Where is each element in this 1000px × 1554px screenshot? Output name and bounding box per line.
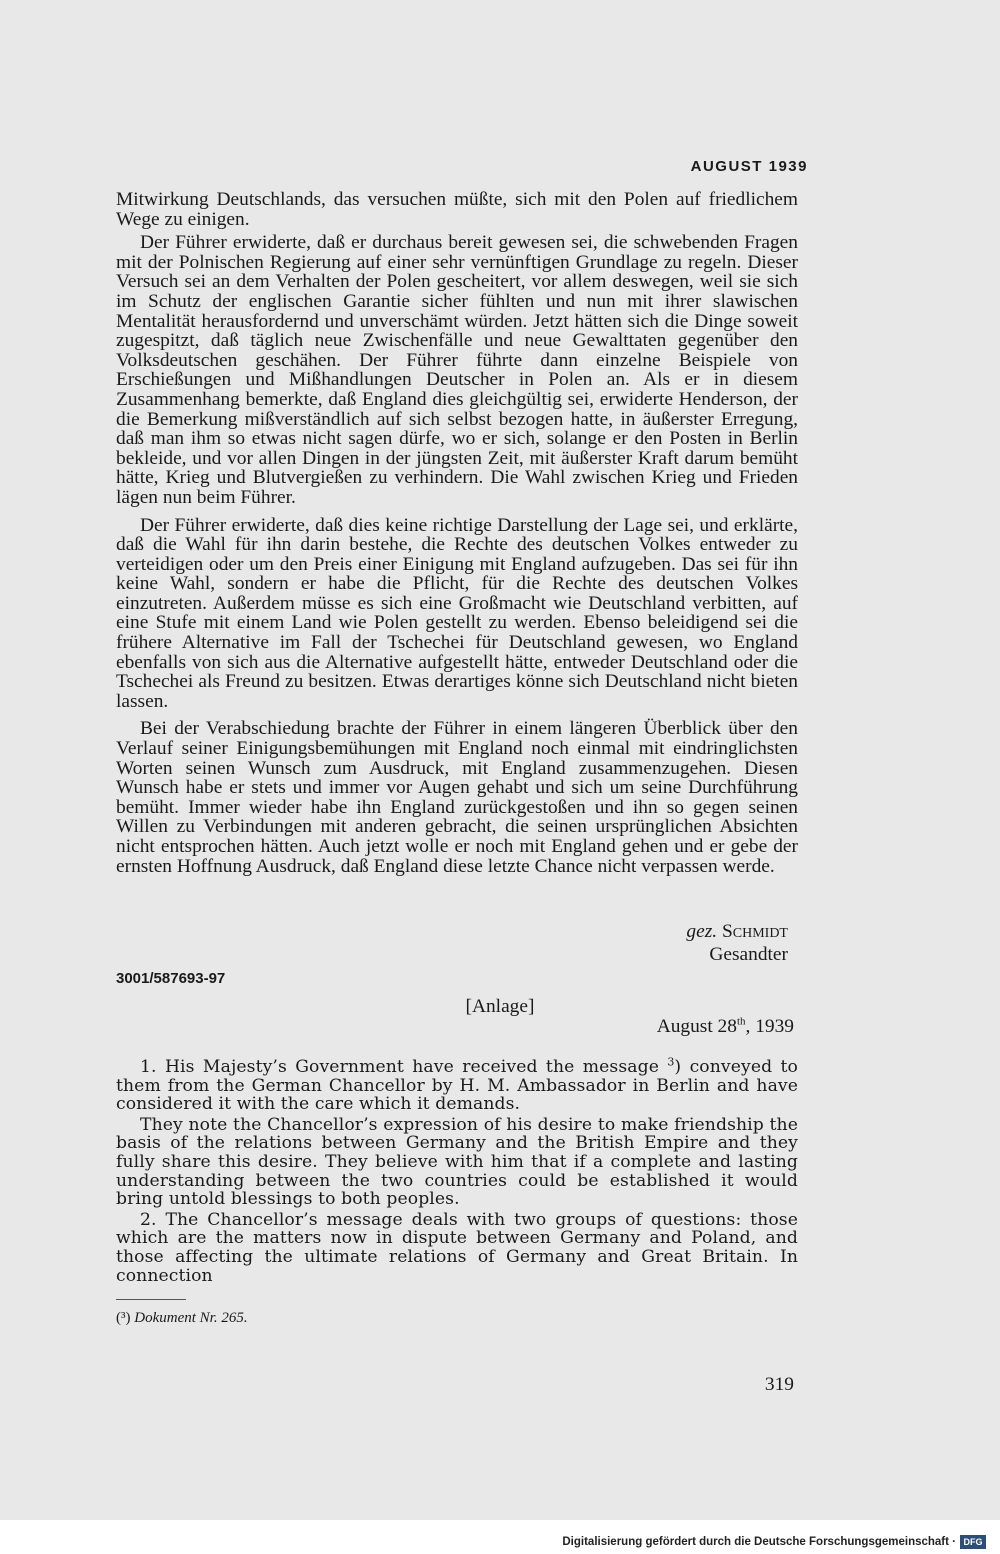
page-number: 319 bbox=[764, 1374, 794, 1395]
german-text-block bbox=[116, 190, 798, 876]
footnote-divider bbox=[116, 1299, 186, 1300]
footnote-text: Dokument Nr. 265. bbox=[134, 1310, 248, 1326]
date-prefix: August 28 bbox=[656, 1016, 737, 1037]
anlage-heading: [Anlage] bbox=[465, 996, 535, 1017]
dfg-logo-icon: DFG bbox=[960, 1535, 986, 1549]
english-paragraph bbox=[116, 1211, 798, 1285]
english-paragraph bbox=[116, 1055, 798, 1115]
footnote bbox=[116, 1310, 248, 1327]
date-suffix: , 1939 bbox=[745, 1016, 794, 1037]
document-reference: 3001/587693-97 bbox=[116, 970, 226, 987]
german-paragraph: Mitwirkung Deutschlands, das versuchen müßte, sich mit den Polen auf friedlichem Wege zu einigen. bbox=[116, 189, 798, 230]
german-paragraph: Der Führer erwiderte, daß dies keine richtige Darstellung der Lage sei, und erklärte, daß die Wahl für ihn darin bestehe, die Rechte des deutschen Volkes entweder zu verteidigen oder um den Preis einer Einigung mit England aufzugeben. Das sei für ihn keine Wahl, sondern er habe die Pflicht, für die Rechte des deutschen Volkes einzutreten. Außerdem müsse es sich eine Großmacht wie Deutschland verbitten, auf eine Stufe mit einem Land wie Polen gestellt zu werden. Ebenso beleidigend sei die frühere Alternative im Fall der Tschechei für Deutschland gewesen, wo England ebenfalls von sich aus die Alternative aufgestellt hätte, entweder Deutschland oder die Tschechei als Freund zu besitzen. Etwas derartiges könne sich Deutschland nicht bieten lassen. bbox=[116, 514, 798, 712]
english-paragraph bbox=[116, 1116, 798, 1209]
date-sup: th bbox=[736, 1015, 746, 1028]
german-paragraph: Bei der Verabschiedung brachte der Führer in einem längeren Überblick über den Verlauf seiner Einigungsbemühungen mit England noch einmal mit eindringlichsten Worten seinen Wunsch zum Ausdruck, mit England zusammenzugehen. Diesen Wunsch habe er stets und immer vor Augen gehabt und sich um seine Durchführung bemüht. Immer wieder habe ihn England zurückgestoßen und ihn so gegen seinen Willen zu Verbindungen mit anderen gebracht, die seinen ursprünglichen Absichten nicht entsprochen hätten. Auch jetzt wolle er noch mit England gehen und er gebe der ernsten Hoffnung Ausdruck, daß England diese letzte Chance nicht verpassen werde. bbox=[116, 718, 798, 877]
signature-prefix: gez. bbox=[686, 921, 718, 942]
english-text: ) conveyed to them from the German Chancellor by H. M. Ambassador in Berlin and have considered it with the care which it demands. bbox=[116, 1057, 798, 1115]
signature-title: Gesandter bbox=[709, 944, 788, 965]
letter-date bbox=[657, 1016, 794, 1038]
english-text-block bbox=[116, 1055, 798, 1286]
german-paragraph: Der Führer erwiderte, daß er durchaus bereit gewesen sei, die schwebenden Fragen mit der Polnischen Regierung auf einer sehr vernünftigen Grundlage zu regeln. Dieser Versuch sei an dem Verhalten der Polen gescheitert, vor allem deswegen, weil sie sich im Schutz der englischen Garantie sicher fühlten und nun mit ihrer slawischen Mentalität herausfordernd und unverschämt würden. Jetzt hätten sich die Dinge soweit zugespitzt, daß täglich neue Zwischenfälle und neue Gewalttaten gegenüber den Volksdeutschen geschähen. Der Führer führte dann einzelne Beispiele von Erschießungen und Mißhandlungen Deutscher in Polen an. Als er in diesem Zusammenhang bemerkte, daß England dies gleichgültig sei, erwiderte Henderson, der die Bemerkung mißverständlich auf sich selbst bezogen hatte, in äußerster Erregung, daß man ihm so etwas nicht sagen dürfe, wo er sich, solange er den Posten in Berlin bekleide, und vor allen Dingen in der jüngsten Zeit, mit äußerster Kraft darum bemüht hätte, Krieg und Blutvergießen zu verhindern. Die Wahl zwischen Krieg und Frieden lägen nun beim Führer. bbox=[116, 232, 798, 508]
english-text: They note the Chancellor’s expression of his desire to make friendship the basis of the relations between Germany and the British Empire and they fully share this desire. They believe with him that if a complete and lasting understanding between the two countries could be established it would bring untold blessings to both peoples. bbox=[116, 1114, 798, 1210]
signature-name bbox=[600, 920, 788, 943]
english-text: 2. The Chancellor’s message deals with two groups of questions: those which are the matters now in dispute between Germany and Poland, and those affecting the ultimate relations of Germany and Great Britain. In connection bbox=[116, 1209, 798, 1286]
footnote-marker: 3 bbox=[667, 1055, 675, 1069]
signature-surname: Schmidt bbox=[721, 921, 788, 942]
footer-credit: Digitalisierung gefördert durch die Deutsche Forschungsgemeinschaft · bbox=[562, 1536, 956, 1548]
running-head: AUGUST 1939 bbox=[690, 158, 808, 175]
english-text: 1. His Majesty’s Government have received the message bbox=[140, 1057, 668, 1077]
footnote-ref: (³) bbox=[116, 1310, 131, 1326]
signature-block bbox=[600, 920, 788, 966]
